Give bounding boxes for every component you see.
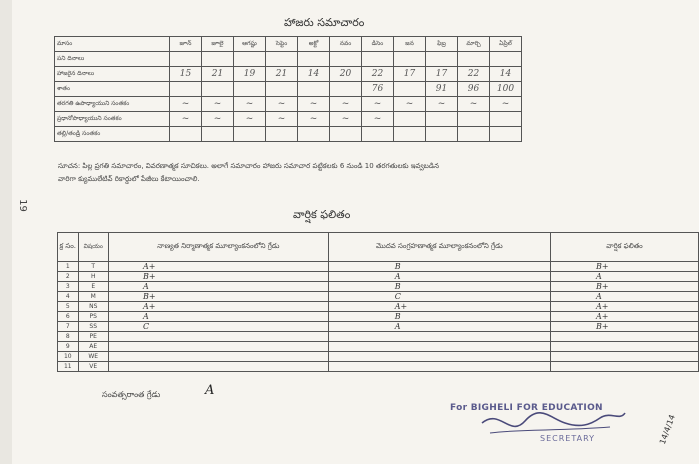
year-end-grade-label: సంవత్సరాంత గ్రేడు	[102, 390, 161, 399]
formative-grade-cell	[108, 332, 328, 342]
month-cell: ఫిబ్ర	[426, 37, 458, 52]
result-grade-cell	[550, 352, 698, 362]
sno-cell: 1	[58, 262, 79, 272]
subject-cell: SS	[78, 322, 108, 332]
percent-value	[266, 82, 298, 97]
sno-cell: 11	[58, 362, 79, 372]
percent-value: 91	[426, 82, 458, 97]
days-value: 20	[330, 67, 362, 82]
percent-value: 76	[362, 82, 394, 97]
col-result: వార్షిక ఫలితం	[550, 233, 698, 262]
days-value: 14	[298, 67, 330, 82]
result-grade-cell: A+	[550, 312, 698, 322]
formative-grade-cell: A+	[108, 302, 328, 312]
note-line-1: సూచన: పిల్ల ప్రగతి సమాచారం, వివరణాత్మక సూచికలు. అలాగే సమాచారం హాజరు సమాచార పట్టికలకు 6 నుండి 10 తరగతులకు ఇవ్వబడిన	[58, 162, 439, 170]
formative-grade-cell: B+	[108, 292, 328, 302]
month-cell: నవం	[330, 37, 362, 52]
days-value: 15	[170, 67, 202, 82]
formative-grade-cell	[108, 342, 328, 352]
col-formative: నాణ్యత నిర్మాణాత్మక మూల్యాంకనంలోని గ్రేడు	[108, 233, 328, 262]
col-sno: క్ర సం.	[58, 233, 79, 262]
sno-cell: 2	[58, 272, 79, 282]
attendance-row	[55, 67, 522, 82]
row-label: హాజరైన దినాలు	[55, 67, 170, 82]
result-grade-cell: A	[550, 292, 698, 302]
summative-grade-cell: A+	[328, 302, 550, 312]
attendance-row	[55, 52, 522, 67]
sno-cell: 5	[58, 302, 79, 312]
month-cell: ఏప్రిల్	[490, 37, 522, 52]
month-cell: ఆగష్టు	[234, 37, 266, 52]
sno-cell: 7	[58, 322, 79, 332]
row-label: పని దినాలు	[55, 52, 170, 67]
sno-cell: 9	[58, 342, 79, 352]
summative-grade-cell	[328, 362, 550, 372]
days-value: 22	[362, 67, 394, 82]
result-row	[58, 282, 699, 292]
result-row	[58, 312, 699, 322]
month-cell: మార్చి	[458, 37, 490, 52]
subject-cell: E	[78, 282, 108, 292]
result-row	[58, 272, 699, 282]
percent-value: 96	[458, 82, 490, 97]
result-row	[58, 342, 699, 352]
subject-cell: VE	[78, 362, 108, 372]
attendance-row	[55, 82, 522, 97]
results-title: వార్షిక ఫలితం	[293, 208, 351, 221]
days-value: 14	[490, 67, 522, 82]
month-header-label: మాసం	[55, 37, 170, 52]
result-grade-cell: B+	[550, 262, 698, 272]
page-edge	[0, 0, 12, 464]
attendance-row: ప్రధానోపాధ్యాయుని సంతకం ~ ~ ~ ~ ~ ~ ~	[55, 112, 522, 127]
summative-grade-cell: B	[328, 262, 550, 272]
percent-value	[298, 82, 330, 97]
result-grade-cell: A	[550, 272, 698, 282]
result-row	[58, 292, 699, 302]
result-row	[58, 262, 699, 272]
summative-grade-cell: A	[328, 272, 550, 282]
days-value: 21	[266, 67, 298, 82]
date-note: 14/4/14	[657, 413, 677, 446]
summative-grade-cell	[328, 342, 550, 352]
attendance-header-row	[55, 37, 522, 52]
subject-cell: AE	[78, 342, 108, 352]
result-row	[58, 322, 699, 332]
summative-grade-cell: B	[328, 312, 550, 322]
summative-grade-cell	[328, 352, 550, 362]
percent-value	[202, 82, 234, 97]
result-grade-cell: A+	[550, 302, 698, 312]
summative-grade-cell: C	[328, 292, 550, 302]
days-value: 17	[394, 67, 426, 82]
attendance-title: హాజరు సమాచారం	[284, 16, 365, 29]
percent-value	[330, 82, 362, 97]
result-grade-cell: B+	[550, 322, 698, 332]
result-grade-cell	[550, 332, 698, 342]
attendance-table	[54, 36, 522, 142]
result-row	[58, 362, 699, 372]
subject-cell: M	[78, 292, 108, 302]
percent-value	[394, 82, 426, 97]
col-subject: విషయం	[78, 233, 108, 262]
note-line-2: వారిగా క్యుములేటివ్ రికార్డులో పేజీలు కేటాయించాలి.	[58, 175, 200, 183]
subject-cell: PS	[78, 312, 108, 322]
col-summative: మొదవ సంగ్రహణాత్మక మూల్యాంకనంలోని గ్రేడు	[328, 233, 550, 262]
sno-cell: 6	[58, 312, 79, 322]
row-label: ప్రధానోపాధ్యాయుని సంతకం	[55, 112, 170, 127]
month-cell: సెప్టెం	[266, 37, 298, 52]
subject-cell: T	[78, 262, 108, 272]
days-value: 21	[202, 67, 234, 82]
summative-grade-cell: B	[328, 282, 550, 292]
percent-value: 100	[490, 82, 522, 97]
result-grade-cell	[550, 342, 698, 352]
subject-cell: NS	[78, 302, 108, 312]
formative-grade-cell	[108, 362, 328, 372]
subject-cell: H	[78, 272, 108, 282]
result-row	[58, 302, 699, 312]
attendance-row: తరగతి ఉపాధ్యాయుని సంతకం ~ ~ ~ ~ ~ ~ ~ ~ ~ ~ ~	[55, 97, 522, 112]
formative-grade-cell	[108, 352, 328, 362]
formative-grade-cell: C	[108, 322, 328, 332]
stamp-text: For BIGHELI FOR EDUCATION	[450, 403, 603, 413]
percent-value	[170, 82, 202, 97]
results-table	[57, 232, 699, 372]
month-cell: జూలై	[202, 37, 234, 52]
result-row	[58, 332, 699, 342]
sno-cell: 3	[58, 282, 79, 292]
attendance-row	[55, 127, 522, 142]
row-label: తల్లి/తండ్రి సంతకం	[55, 127, 170, 142]
formative-grade-cell: A+	[108, 262, 328, 272]
month-cell: జన	[394, 37, 426, 52]
row-label: తరగతి ఉపాధ్యాయుని సంతకం	[55, 97, 170, 112]
subject-cell: PE	[78, 332, 108, 342]
month-cell: జూన్	[170, 37, 202, 52]
result-grade-cell	[550, 362, 698, 372]
percent-value	[234, 82, 266, 97]
sno-cell: 8	[58, 332, 79, 342]
formative-grade-cell: A	[108, 282, 328, 292]
sno-cell: 4	[58, 292, 79, 302]
page-number: 19	[16, 199, 28, 212]
days-value: 17	[426, 67, 458, 82]
stamp-secretary: SECRETARY	[540, 434, 596, 443]
result-grade-cell: B+	[550, 282, 698, 292]
year-end-grade: A	[205, 383, 215, 398]
note-text	[58, 160, 678, 186]
formative-grade-cell: A	[108, 312, 328, 322]
summative-grade-cell: A	[328, 322, 550, 332]
month-cell: డిసెం	[362, 37, 394, 52]
summative-grade-cell	[328, 332, 550, 342]
days-value: 22	[458, 67, 490, 82]
results-header-row	[58, 233, 699, 262]
row-label: శాతం	[55, 82, 170, 97]
days-value: 19	[234, 67, 266, 82]
formative-grade-cell: B+	[108, 272, 328, 282]
month-cell: అక్టో	[298, 37, 330, 52]
sno-cell: 10	[58, 352, 79, 362]
result-row	[58, 352, 699, 362]
subject-cell: WE	[78, 352, 108, 362]
